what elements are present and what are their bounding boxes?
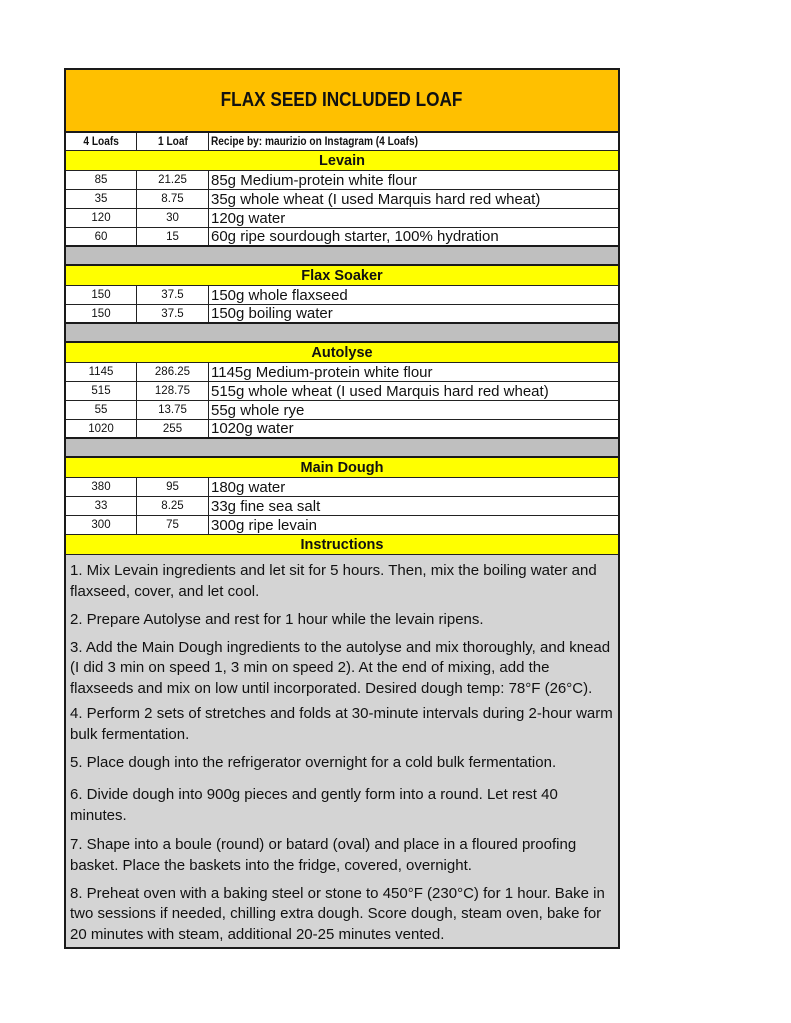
- qty-4-loafs: 1020: [66, 420, 137, 437]
- ingredient-description: 120g water: [211, 209, 286, 227]
- qty-4-loafs: 60: [66, 228, 137, 245]
- ingredient-row: [66, 420, 618, 439]
- qty-4-loafs: 120: [66, 209, 137, 227]
- instruction-step: 3. Add the Main Dough ingredients to the autolyse and mix thoroughly, and knead (I did 3 min on speed 1, 3 min on speed 2). At the end of mixing, add the flaxseeds and mix on low until incorporated. Desired dough temp: 78°F (26°C).: [70, 638, 611, 697]
- section-header-levain: Levain: [66, 151, 618, 171]
- ingredient-description: 150g boiling water: [211, 305, 333, 322]
- ingredient-row: [66, 305, 618, 324]
- ingredient-row: [66, 382, 618, 401]
- section-header-autolyse: Autolyse: [66, 343, 618, 363]
- ingredient-description: 33g fine sea salt: [211, 497, 321, 515]
- qty-1-loaf: 128.75: [137, 382, 209, 400]
- qty-1-loaf: 30: [137, 209, 209, 227]
- qty-4-loafs: 300: [66, 516, 137, 534]
- ingredient-row: [66, 171, 618, 190]
- instruction-step: 6. Divide dough into 900g pieces and gently form into a round. Let rest 40 minutes.: [70, 786, 558, 824]
- header-1-loaf: [137, 133, 209, 150]
- qty-1-loaf: 15: [137, 228, 209, 245]
- header-4-loafs-label: 4 Loafs: [83, 135, 119, 148]
- ingredient-description: 150g whole flaxseed: [211, 286, 348, 304]
- qty-4-loafs: 515: [66, 382, 137, 400]
- qty-4-loafs: 33: [66, 497, 137, 515]
- qty-1-loaf: 37.5: [137, 305, 209, 322]
- ingredient-row: [66, 228, 618, 247]
- ingredient-row: [66, 209, 618, 228]
- qty-1-loaf: 95: [137, 478, 209, 496]
- qty-4-loafs: 55: [66, 401, 137, 419]
- header-1-loaf-label: 1 Loaf: [157, 135, 188, 148]
- qty-1-loaf: 13.75: [137, 401, 209, 419]
- ingredient-row: [66, 190, 618, 209]
- instructions-body: [66, 555, 618, 947]
- qty-1-loaf: 8.25: [137, 497, 209, 515]
- ingredient-description: 1020g water: [211, 420, 294, 437]
- header-recipe-credit-label: Recipe by: maurizio on Instagram (4 Loafs): [211, 135, 418, 148]
- qty-4-loafs: 380: [66, 478, 137, 496]
- ingredient-description: 85g Medium-protein white flour: [211, 171, 417, 189]
- recipe-title: FLAX SEED INCLUDED LOAF: [221, 89, 463, 111]
- ingredient-description: 60g ripe sourdough starter, 100% hydration: [211, 228, 499, 245]
- ingredient-description: 300g ripe levain: [211, 516, 317, 534]
- qty-1-loaf: 8.75: [137, 190, 209, 208]
- ingredient-row: [66, 363, 618, 382]
- qty-4-loafs: 35: [66, 190, 137, 208]
- instruction-step: 1. Mix Levain ingredients and let sit for 5 hours. Then, mix the boiling water and flaxseed, cover, and let cool.: [70, 562, 597, 600]
- ingredient-description: 180g water: [211, 478, 286, 496]
- instruction-step: 5. Place dough into the refrigerator overnight for a cold bulk fermentation.: [70, 753, 557, 771]
- ingredient-row: [66, 286, 618, 305]
- header-recipe-credit: [209, 133, 618, 150]
- section-spacer: [66, 247, 618, 266]
- header-4-loafs: [66, 133, 137, 150]
- qty-4-loafs: 1145: [66, 363, 137, 381]
- title-banner: [66, 70, 618, 133]
- ingredient-row: [66, 516, 618, 535]
- qty-4-loafs: 85: [66, 171, 137, 189]
- section-spacer: [66, 439, 618, 458]
- section-header-flax-soaker: Flax Soaker: [66, 266, 618, 286]
- qty-1-loaf: 255: [137, 420, 209, 437]
- ingredient-description: 1145g Medium-protein white flour: [211, 363, 433, 381]
- qty-1-loaf: 286.25: [137, 363, 209, 381]
- instruction-step: 8. Preheat oven with a baking steel or stone to 450°F (230°C) for 1 hour. Bake in two sessions if needed, chilling extra dough. Score dough, steam oven, bake for 20 minutes with steam, additional 20-25 minutes vented.: [70, 884, 605, 943]
- section-header-main-dough: Main Dough: [66, 458, 618, 478]
- section-header-instructions: Instructions: [66, 535, 618, 555]
- recipe-sheet: [64, 68, 620, 949]
- instruction-step: 2. Prepare Autolyse and rest for 1 hour while the levain ripens.: [70, 610, 484, 628]
- column-header-row: [66, 133, 618, 151]
- instruction-step: 7. Shape into a boule (round) or batard (oval) and place in a floured proofing basket. Place the baskets into the fridge, covered, overnight.: [70, 836, 577, 874]
- ingredient-description: 35g whole wheat (I used Marquis hard red wheat): [211, 190, 541, 208]
- section-spacer: [66, 324, 618, 343]
- ingredient-description: 55g whole rye: [211, 401, 305, 419]
- qty-1-loaf: 21.25: [137, 171, 209, 189]
- qty-1-loaf: 37.5: [137, 286, 209, 304]
- ingredient-row: [66, 497, 618, 516]
- qty-4-loafs: 150: [66, 286, 137, 304]
- ingredient-row: [66, 478, 618, 497]
- ingredient-row: [66, 401, 618, 420]
- ingredient-description: 515g whole wheat (I used Marquis hard red wheat): [211, 382, 549, 400]
- qty-4-loafs: 150: [66, 305, 137, 322]
- qty-1-loaf: 75: [137, 516, 209, 534]
- instruction-step: 4. Perform 2 sets of stretches and folds at 30-minute intervals during 2-hour warm bulk fermentation.: [70, 705, 613, 743]
